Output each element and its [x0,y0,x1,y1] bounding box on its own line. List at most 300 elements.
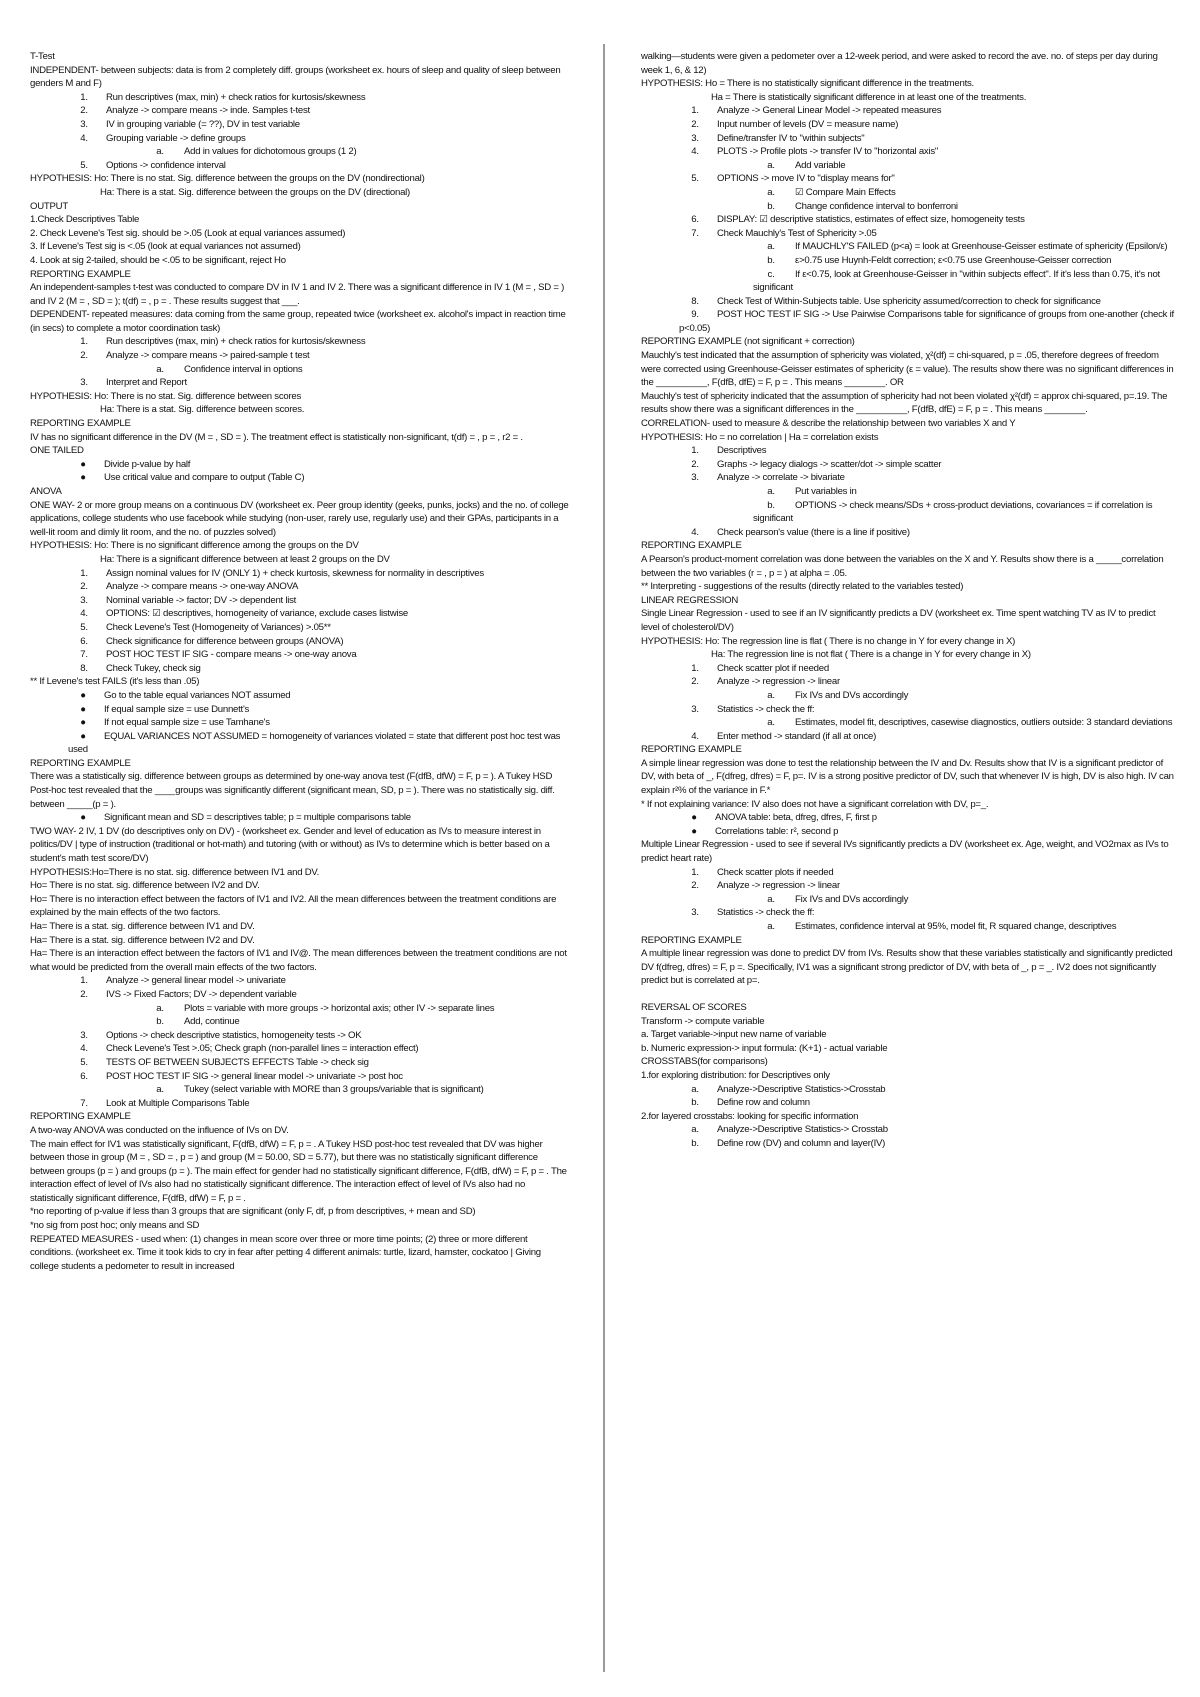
left-text: 4. Look at sig 2-tailed, should be <.05 to be significant, reject Ho [30,254,286,266]
left-text: Options -> confidence interval [106,159,226,171]
right-line [641,431,1174,445]
left-line [30,879,570,893]
right-text: OPTIONS -> move IV to "display means for" [717,173,895,185]
list-marker: 1. [80,975,88,987]
left-text: Ha: There is a stat. Sig. difference between the groups on the DV (directional) [100,186,410,198]
right-text: REPORTING EXAMPLE [641,934,742,946]
left-line [30,947,570,974]
left-line [30,866,570,880]
left-text: REPORTING EXAMPLE [30,418,131,430]
right-line [641,934,1174,948]
left-text: DEPENDENT- repeated measures: data coming from the same group, repeated twice (worksheet ex. alcohol's impact in reaction time (in secs) to complete a motor coordination task) [30,309,566,334]
left-line [30,254,570,268]
left-text: Ha= There is a stat. sig. difference between IV2 and DV. [30,934,255,946]
list-marker: 7. [691,227,699,239]
right-line [641,607,1174,634]
right-text: ε>0.75 use Huynh-Feldt correction; ε<0.75 use Greenhouse-Geisser correction [795,254,1112,266]
right-text: A multiple linear regression was done to predict DV from IVs. Results show that these variables statistically and significantly predicted DV f(dfreg, dfres) = F, p =. Specifically, IV1 was a significant strong predictor of DV, with beta of _, p = _. IV2 does not significantly predict but is correlated at p=. [641,948,1173,987]
right-column [641,50,1174,1151]
right-text: POST HOC TEST IF SIG -> Use Pairwise Comparisons table for significance of groups from one-another (check if p<0.05) [679,309,1174,334]
left-line [30,145,570,159]
left-line [30,390,570,404]
left-text: Run descriptives (max, min) + check ratios for kurtosis/skewness [106,91,366,103]
list-marker: 3. [691,703,699,715]
left-line [30,648,570,662]
right-line [641,77,1174,91]
left-text: A two-way ANOVA was conducted on the influence of IVs on DV. [30,1124,289,1136]
left-text: An independent-samples t-test was conducted to compare DV in IV 1 and IV 2. There was a significant difference in IV 1 (M = , SD = ) and IV 2 (M = , SD = ); t(df) = , p = . These results suggest that ___. [30,282,565,307]
list-marker: 3. [80,377,88,389]
left-text: There was a statistically sig. difference between groups as determined by one-way anova test (F(dfB, dfW) = F, p = ). A Tukey HSD Post-hoc test revealed that the ____groups was significantly different (significant mean, SD, p = ). There was no statistically sig. diff. between _____(p = ). [30,771,555,810]
left-text: Check Levene's Test (Homogeneity of Variances) >.05** [106,621,331,633]
right-text: Analyze -> regression -> linear [717,676,840,688]
left-line [30,757,570,771]
left-text: Analyze -> general linear model -> univariate [106,975,286,987]
list-marker: 3. [80,594,88,606]
right-text: b. Numeric expression-> input formula: (K+1) - actual variable [641,1042,888,1054]
right-line [641,635,1174,649]
left-text: TESTS OF BETWEEN SUBJECTS EFFECTS Table -> check sig [106,1056,369,1068]
left-line [30,594,570,608]
left-line [30,1219,570,1233]
right-line [641,811,1174,825]
left-line [30,1205,570,1219]
right-text: A Pearson's product-moment correlation was done between the variables on the X and Y. Results show there is a _____correlation between the two variables (r = , p = ) at alpha = .05. [641,553,1164,579]
right-line [641,240,1174,254]
left-text: If equal sample size = use Dunnett's [104,703,250,715]
right-line [641,580,1174,594]
left-text: Go to the table equal variances NOT assumed [104,689,291,701]
right-line [641,798,1174,812]
left-text: 3. If Levene's Test sig is <.05 (look at equal variances not assumed) [30,241,301,253]
bullet-icon: ● [80,689,86,701]
right-line [641,866,1174,880]
left-text: Use critical value and compare to output (Table C) [104,472,305,484]
right-line [641,308,1174,335]
list-marker: a. [156,363,164,375]
left-text: Check Tukey, check sig [106,662,201,674]
left-line [30,770,570,811]
list-marker: c. [767,268,775,280]
left-text: REPORTING EXAMPLE [30,1111,131,1123]
right-line [641,104,1174,118]
list-marker: 2. [80,581,88,593]
right-line [641,1001,1174,1015]
right-line [641,743,1174,757]
left-text: HYPOTHESIS: Ho: There is no stat. Sig. difference between scores [30,390,302,402]
right-text: Statistics -> check the ff: [717,907,815,919]
left-text: Run descriptives (max, min) + check ratios for kurtosis/skewness [106,336,366,348]
right-line [641,172,1174,186]
list-marker: 2. [80,350,88,362]
right-text: Ha: The regression line is not flat ( There is a change in Y for every change in X) [711,649,1031,661]
left-line [30,920,570,934]
right-text: A simple linear regression was done to test the relationship between the IV and Dv. Results show that IV is a significant predictor of DV, with beta of _, F(dfreg, dfres) = F, p=. IV is a strong positive predictor of DV, such that whenever IV is high, DV is also high. IV can explain r²% of the variance in F.* [641,757,1174,797]
left-text: Confidence interval in options [184,363,303,375]
list-marker: 2. [691,118,699,130]
list-marker: 5. [691,173,699,185]
right-text: CORRELATION- used to measure & describe the relationship between two variables X and Y [641,418,1016,430]
left-text: Analyze -> compare means -> inde. Samples t-test [106,105,310,117]
left-line [30,893,570,920]
left-text: Look at Multiple Comparisons Table [106,1097,250,1109]
left-text: REPORTING EXAMPLE [30,268,131,280]
list-marker: a. [767,486,775,497]
left-line [30,403,570,417]
list-marker: 4. [691,146,699,158]
right-text: Analyze -> General Linear Model -> repeated measures [717,105,942,117]
left-line [30,716,570,730]
right-text: Check Mauchly's Test of Sphericity >.05 [717,227,877,239]
right-text: Fix IVs and DVs accordingly [795,689,909,701]
right-line [641,1096,1174,1110]
left-line [30,417,570,431]
right-line [641,213,1174,227]
left-text: ANOVA [30,486,62,497]
left-line [30,553,570,567]
list-marker: b. [156,1016,164,1028]
right-text: Check scatter plot if needed [717,662,829,674]
list-marker: 6. [80,635,88,647]
right-text: LINEAR REGRESSION [641,594,739,606]
right-text: If ε<0.75, look at Greenhouse-Geisser in "within subjects effect". If it's less than 0.75, it's not significant [753,268,1160,294]
list-marker: 2. [691,458,699,470]
right-line [641,703,1174,717]
right-text: Multiple Linear Regression - used to see if several IVs significantly predicts a DV (worksheet ex. Age, weight, and VO2max as IVs to predict heart rate) [641,839,1169,865]
right-line [641,159,1174,173]
list-marker: 4. [691,526,699,538]
left-text: Ha: There is a significant difference between at least 2 groups on the DV [100,553,390,565]
left-text: Assign nominal values for IV (ONLY 1) + check kurtosis, skewness for normality in descriptives [106,567,484,579]
left-text: 1.Check Descriptives Table [30,214,140,226]
right-text: Statistics -> check the ff: [717,703,815,715]
left-text: Add, continue [184,1016,240,1028]
left-line [30,1002,570,1016]
left-text: 2. Check Levene's Test sig. should be >.05 (Look at equal variances assumed) [30,227,346,239]
list-marker: a. [691,1083,699,1095]
right-line [641,988,1174,1001]
right-text: Analyze->Descriptive Statistics->Crosstab [717,1083,886,1095]
list-marker: 6. [691,214,699,226]
right-text: Estimates, confidence interval at 95%, model fit, R squared change, descriptives [795,921,1117,932]
right-line [641,471,1174,485]
right-text: CROSSTABS(for comparisons) [641,1056,768,1068]
right-text: REVERSAL OF SCORES [641,1001,747,1013]
right-text: Put variables in [795,486,857,497]
bullet-icon: ● [80,472,86,484]
right-text: Single Linear Regression - used to see if an IV significantly predicts a DV (worksheet ex. Time spent watching TV as IV to predict level of cholesterol/DV) [641,608,1156,633]
right-line [641,458,1174,472]
list-marker: 4. [80,1043,88,1055]
left-line [30,635,570,649]
right-text: Correlations table: r², second p [715,825,839,837]
left-text: HYPOTHESIS:Ho=There is no stat. sig. difference between IV1 and DV. [30,866,320,878]
left-text: Nominal variable -> factor; DV -> dependent list [106,594,297,606]
list-marker: 1. [80,567,88,579]
left-text: OPTIONS: ☑ descriptives, homogeneity of variance, exclude cases listwise [106,608,408,620]
left-text: REPORTING EXAMPLE [30,757,131,769]
left-text: Grouping variable -> define groups [106,132,246,144]
left-line [30,1042,570,1056]
left-line [30,485,570,499]
left-text: Analyze -> compare means -> paired-sample t test [106,350,310,362]
right-line [641,757,1174,798]
right-text: Analyze->Descriptive Statistics-> Crosstab [717,1124,888,1136]
right-text: REPORTING EXAMPLE (not significant + correction) [641,336,855,348]
left-text: Check significance for difference between groups (ANOVA) [106,635,344,647]
right-line [641,390,1174,417]
left-text: Check Levene's Test >.05; Check graph (non-parallel lines = interaction effect) [106,1043,419,1055]
list-marker: 1. [691,445,699,457]
bullet-icon: ● [80,730,86,742]
list-marker: 4. [691,730,699,742]
left-line [30,268,570,282]
left-text: IV in grouping variable (= ??), DV in test variable [106,118,300,130]
right-line [641,716,1174,730]
left-text: Ha: There is a stat. Sig. difference between scores. [100,404,305,416]
right-text: Define row and column [717,1097,810,1109]
left-line [30,132,570,146]
right-line [641,1069,1174,1083]
list-marker: 3. [691,132,699,144]
right-line [641,145,1174,159]
right-line [641,553,1174,580]
right-line [641,186,1174,200]
list-marker: a. [767,186,775,198]
left-text: Significant mean and SD = descriptives table; p = multiple comparisons table [104,812,411,824]
left-line [30,811,570,825]
list-marker: 8. [691,295,699,307]
left-line [30,662,570,676]
list-marker: 9. [691,309,699,321]
right-line [641,879,1174,893]
left-text: HYPOTHESIS: Ho: There is no significant difference among the groups on the DV [30,540,359,552]
right-text: HYPOTHESIS: Ho = There is no statistically significant difference in the treatments. [641,78,974,90]
list-marker: 3. [80,118,88,130]
right-text: a. Target variable->input new name of variable [641,1029,827,1041]
left-line [30,213,570,227]
right-text: REPORTING EXAMPLE [641,744,742,756]
left-text: The main effect for IV1 was statistically significant, F(dfB, dfW) = F, p = . A Tukey HSD post-hoc test revealed that DV was higher between those in group (M = , SD = , p = ) and group (M = 50.00, SD = 5.77), but there was no statistically significant difference between groups (p = ) and groups (p = ). The main effect for gender had no statistically significant difference, F(dfB, dfW) = F, p = . The interaction effect of level of IVs also had no statistically significant difference. The interaction effect of level of IVs also had no statistically significant difference, F(dfB, dfW) = F, p = . [30,1138,567,1204]
right-line [641,1123,1174,1137]
list-marker: a. [767,159,775,171]
list-marker: 3. [691,907,699,919]
left-text: TWO WAY- 2 IV, 1 DV (do descriptives only on DV) - (worksheet ex. Gender and level of education as IVs to measure interest in politics/DV | type of instruction (traditional or hot-math) and tutoring (with or without) as IVs to determine which is better based on a student's math test score/DV) [30,825,550,865]
right-line [641,1042,1174,1056]
bullet-icon: ● [691,812,697,824]
left-line [30,172,570,186]
list-marker: 7. [80,649,88,661]
right-text: Check scatter plots if needed [717,866,834,878]
right-line [641,1137,1174,1151]
left-line [30,567,570,581]
left-text: REPEATED MEASURES - used when: (1) changes in mean score over three or more time points; (2) three or more different conditions. (worksheet ex. Time it took kids to cry in fear after petting 4 different animals: turtle, lizard, hamster, cockatoo | Giving college students a pedometer to result in increased [30,1233,541,1272]
left-line [30,281,570,308]
left-line [30,64,570,91]
left-text: Plots = variable with more groups -> horizontal axis; other IV -> separate lines [184,1002,495,1014]
right-text: Transform -> compute variable [641,1015,765,1027]
left-line [30,471,570,485]
right-text: Estimates, model fit, descriptives, casewise diagnostics, outliers outside: 3 standard deviations [795,717,1173,729]
right-line [641,893,1174,907]
right-text: DISPLAY: ☑ descriptive statistics, estimates of effect size, homogeneity tests [717,214,1025,226]
right-line [641,730,1174,744]
list-marker: 5. [80,159,88,171]
left-line [30,621,570,635]
list-marker: 8. [80,662,88,674]
left-line [30,335,570,349]
right-text: Check Test of Within-Subjects table. Use sphericity assumed/correction to check for significance [717,295,1101,307]
list-marker: a. [691,1124,699,1136]
right-text: 2.for layered crosstabs: looking for specific information [641,1110,859,1122]
left-text: Ho= There is no interaction effect between the factors of IV1 and IV2. All the mean differences between the treatment conditions are explained by the main effects of the two factors. [30,893,557,919]
list-marker: 1. [691,662,699,674]
right-line [641,920,1174,934]
left-line [30,1015,570,1029]
bullet-icon: ● [80,717,86,729]
left-text: IVS -> Fixed Factors; DV -> dependent variable [106,988,297,1000]
left-text: HYPOTHESIS: Ho: There is no stat. Sig. difference between the groups on the DV (nondirectional) [30,173,425,185]
list-marker: 6. [80,1070,88,1082]
bullet-icon: ● [80,812,86,824]
right-text: Analyze -> regression -> linear [717,880,840,892]
right-line [641,675,1174,689]
list-marker: a. [156,1084,164,1096]
right-line [641,1110,1174,1124]
left-column [30,50,570,1273]
right-line [641,1028,1174,1042]
right-text: Analyze -> correlate -> bivariate [717,472,845,484]
right-line [641,335,1174,349]
right-line [641,132,1174,146]
left-line [30,363,570,377]
left-line [30,444,570,458]
list-marker: a. [156,146,164,158]
right-text: * If not explaining variance: IV also does not have a significant correlation with DV, p=_. [641,798,989,810]
right-line [641,118,1174,132]
right-text: Enter method -> standard (if all at once) [717,730,877,742]
right-text: Input number of levels (DV = measure name) [717,118,899,130]
right-text: Ha = There is statistically significant difference in at least one of the treatments. [711,91,1027,103]
right-text: ☑ Compare Main Effects [795,186,896,198]
list-marker: 1. [80,91,88,103]
left-line [30,539,570,553]
left-line [30,91,570,105]
right-line [641,1055,1174,1069]
left-line [30,934,570,948]
left-line [30,499,570,540]
list-marker: 1. [80,336,88,348]
right-text: Change confidence interval to bonferroni [795,200,958,212]
right-text: Check pearson's value (there is a line if positive) [717,526,910,538]
list-marker: b. [767,499,775,511]
left-line [30,1138,570,1206]
right-line [641,1015,1174,1029]
right-line [641,594,1174,608]
right-text: PLOTS -> Profile plots -> transfer IV to "horizontal axis" [717,146,939,158]
right-line [641,268,1174,295]
right-text: Define/transfer IV to "within subjects" [717,132,865,144]
right-line [641,906,1174,920]
list-marker: 5. [80,621,88,633]
right-text: If MAUCHLY'S FAILED (p<a) = look at Greenhouse-Geisser estimate of sphericity (Epsilon/ε) [795,241,1168,253]
list-marker: 2. [691,880,699,892]
right-text: HYPOTHESIS: Ho = no correlation | Ha = correlation exists [641,431,879,443]
column-divider [603,44,605,1672]
list-marker: 5. [80,1056,88,1068]
right-line [641,444,1174,458]
left-line [30,240,570,254]
right-line [641,499,1174,526]
left-text: Tukey (select variable with MORE than 3 groups/variable that is significant) [184,1084,484,1096]
right-text: Fix IVs and DVs accordingly [795,893,909,905]
left-text: IV has no significant difference in the DV (M = , SD = ). The treatment effect is statistically non-significant, t(df) = , p = , r2 = . [30,431,523,443]
left-line [30,1029,570,1043]
right-line [641,539,1174,553]
right-line [641,485,1174,499]
left-line [30,1083,570,1097]
list-marker: 2. [691,676,699,688]
left-text: ONE WAY- 2 or more group means on a continuous DV (worksheet ex. Peer group identity (geeks, punks, jocks) and the no. of college applications, college students who use facebook while studying (non-user, rarely use, regularly use) and their GPAs, participants in a well-lit room and dimly lit room, and the no. of puzzles solved) [30,499,569,538]
left-line [30,159,570,173]
right-line [641,227,1174,241]
right-line [641,947,1174,988]
left-text: OUTPUT [30,200,68,212]
list-marker: b. [691,1097,699,1109]
left-line [30,200,570,214]
left-line [30,675,570,689]
list-marker: 2. [80,988,88,1000]
left-text: Ha= There is a stat. sig. difference between IV1 and DV. [30,921,255,932]
left-text: POST HOC TEST IF SIG - compare means -> one-way anova [106,649,357,661]
list-marker: 3. [691,472,699,484]
list-marker: 3. [80,1029,88,1041]
right-line [641,254,1174,268]
list-marker: a. [156,1002,164,1014]
list-marker: 4. [80,608,88,620]
left-text: If not equal sample size = use Tamhane's [104,717,270,729]
left-line [30,1056,570,1070]
list-marker: 4. [80,132,88,144]
left-text: ** If Levene's test FAILS (it's less than .05) [30,676,200,688]
left-line [30,580,570,594]
list-marker: b. [767,200,775,212]
left-line [30,186,570,200]
bullet-icon: ● [80,458,86,470]
bullet-icon: ● [80,703,86,715]
left-line [30,431,570,445]
list-marker: 2. [80,105,88,117]
left-text: ONE TAILED [30,445,84,457]
right-line [641,662,1174,676]
right-text: REPORTING EXAMPLE [641,540,742,552]
left-line [30,458,570,472]
right-line [641,526,1174,540]
right-text: OPTIONS -> check means/SDs + cross-product deviations, covariances = if correlation is significant [753,499,1153,525]
left-line [30,689,570,703]
left-text: INDEPENDENT- between subjects: data is from 2 completely diff. groups (worksheet ex. hours of sleep and quality of sleep between genders M and F) [30,64,561,90]
left-line [30,1110,570,1124]
left-line [30,988,570,1002]
left-line [30,607,570,621]
right-line [641,689,1174,703]
right-line [641,648,1174,662]
list-marker: 1. [691,866,699,878]
list-marker: a. [767,241,775,253]
list-marker: b. [691,1137,699,1149]
list-marker: 1. [691,105,699,117]
right-line [641,349,1174,390]
